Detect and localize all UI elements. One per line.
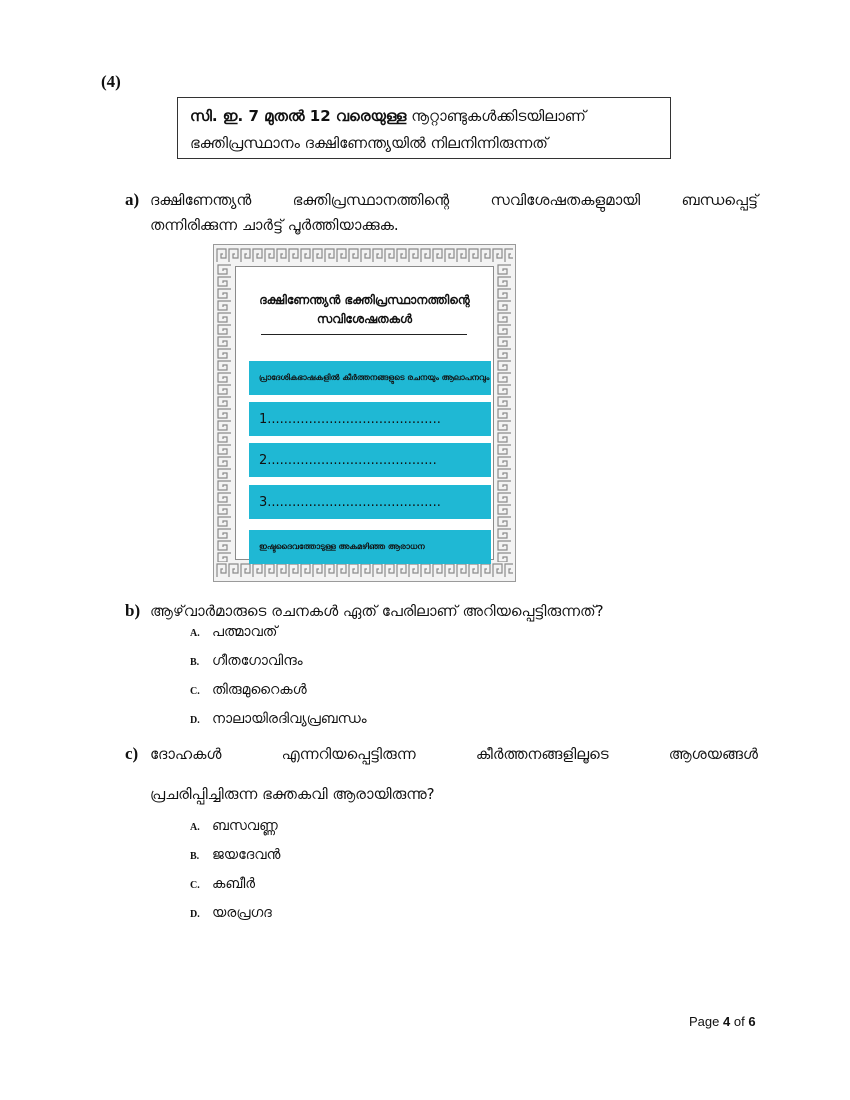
part-c-option-a[interactable]	[190, 818, 278, 834]
option-text: പത്മാവത്	[212, 624, 278, 640]
option-letter: D.	[190, 909, 200, 920]
part-c-label: c)	[125, 744, 139, 763]
option-text: കബീർ	[212, 876, 256, 892]
chart-box-blank-1[interactable]: 1..........................................	[249, 402, 491, 436]
intro-line-1	[190, 103, 658, 130]
chart-box-given-feature-1: പ്രാദേശികഭാഷകളിൽ കീർത്തനങ്ങളുടെ രചനയും ആലാപനവും	[249, 361, 491, 395]
part-c-option-b[interactable]	[190, 847, 280, 863]
part-b-option-a[interactable]	[190, 624, 277, 640]
footer-page-word: Page	[689, 1014, 720, 1029]
greek-key-border-top	[216, 247, 513, 264]
intro-box	[177, 97, 671, 159]
part-a-line-1: ദക്ഷിണേന്ത്യൻ ഭക്തിപ്രസ്ഥാനത്തിന്റെ സവിശേഷതകളുമായി ബന്ധപ്പെട്ട്	[150, 191, 758, 209]
part-a-line-2: തന്നിരിക്കുന്ന ചാർട്ട് പൂർത്തിയാക്കുക.	[150, 216, 399, 234]
option-letter: B.	[190, 851, 200, 862]
option-letter: B.	[190, 657, 200, 668]
chart-title-line-1: ദക്ഷിണേന്ത്യൻ ഭക്തിപ്രസ്ഥാനത്തിന്റെ	[259, 293, 470, 307]
greek-key-border-left	[216, 264, 233, 562]
option-text: തിരുമുറൈകൾ	[212, 682, 307, 698]
option-text: ജയദേവൻ	[212, 847, 281, 863]
option-letter: D.	[190, 715, 200, 726]
chart-title	[236, 291, 493, 329]
page-footer	[689, 1014, 756, 1029]
option-text: ബസവണ്ണ	[212, 818, 278, 834]
chart-panel	[235, 266, 494, 560]
greek-key-border-bottom	[216, 562, 513, 579]
part-b-option-b[interactable]	[190, 653, 303, 669]
part-b-label: b)	[125, 601, 141, 620]
part-b-question: ആഴ്‌വാർമാരുടെ രചനകൾ ഏത് പേരിലാണ് അറിയപ്പെട്ടിരുന്നത്?	[150, 602, 604, 620]
part-c-line-2: പ്രചരിപ്പിച്ചിരുന്ന ഭക്തകവി ആരായിരുന്നു?	[150, 785, 435, 803]
question-number: (4)	[101, 72, 121, 91]
chart-box-given-feature-2: ഇഷ്ടദൈവത്തോടുള്ള അകമഴിഞ്ഞ ആരാധന	[249, 530, 491, 564]
footer-total-pages: 6	[748, 1014, 756, 1029]
chart-title-underline	[261, 334, 467, 335]
option-letter: C.	[190, 880, 200, 891]
part-b-option-c[interactable]	[190, 682, 307, 698]
features-chart	[213, 244, 516, 582]
intro-line-2: ഭക്തിപ്രസ്ഥാനം ദക്ഷിണേന്ത്യയിൽ നിലനിന്നിരുന്നത്	[190, 134, 548, 152]
chart-box-blank-2[interactable]: 2.........................................	[249, 443, 491, 477]
intro-bold: സി. ഇ. 7 മുതൽ 12 വരെയുള്ള	[190, 107, 407, 125]
option-text: നാലായിരദിവ്യപ്രബന്ധം	[212, 711, 367, 727]
footer-of-word: of	[733, 1014, 745, 1029]
intro-line-1-rest: നൂറ്റാണ്ടുകൾക്കിടയിലാണ്	[406, 107, 586, 125]
option-letter: A.	[190, 628, 200, 639]
part-a-label: a)	[125, 190, 140, 209]
option-letter: C.	[190, 686, 200, 697]
greek-key-border-right	[496, 264, 513, 562]
footer-current-page: 4	[723, 1014, 731, 1029]
chart-box-blank-3[interactable]: 3..........................................	[249, 485, 491, 519]
part-c-option-c[interactable]	[190, 876, 255, 892]
option-text: യരപ്രഗദ	[212, 905, 272, 921]
part-c-option-d[interactable]	[190, 905, 272, 921]
option-text: ഗീതഗോവിന്ദം	[212, 653, 303, 669]
part-b-option-d[interactable]	[190, 711, 367, 727]
chart-title-line-2: സവിശേഷതകൾ	[316, 312, 413, 326]
part-c-line-1: ദോഹകൾ എന്നറിയപ്പെട്ടിരുന്ന കീർത്തനങ്ങളിലൂടെ ആശയങ്ങൾ	[150, 745, 758, 763]
option-letter: A.	[190, 822, 200, 833]
